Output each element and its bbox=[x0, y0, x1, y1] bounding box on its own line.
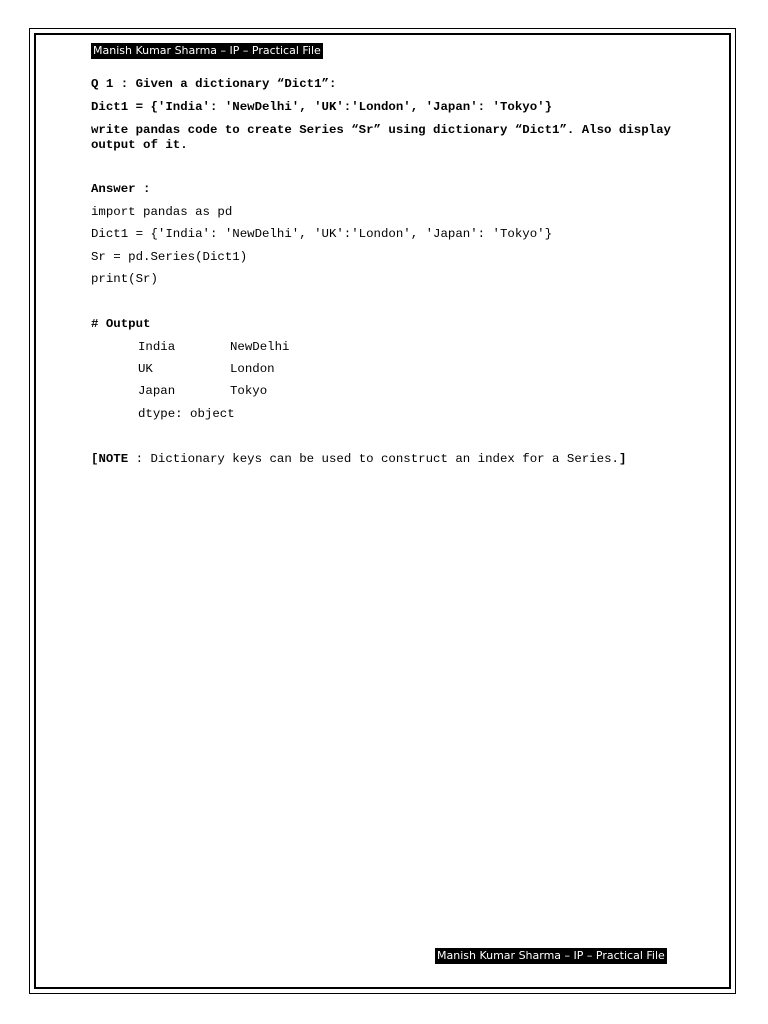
output-dtype: dtype: object bbox=[138, 407, 235, 421]
output-value: NewDelhi bbox=[230, 340, 290, 354]
code-line: print(Sr) bbox=[91, 272, 158, 286]
page-border-inner bbox=[34, 33, 731, 989]
output-value: Tokyo bbox=[230, 384, 268, 398]
note-close-bracket: ] bbox=[618, 452, 627, 466]
header-running-title: Manish Kumar Sharma – IP – Practical File bbox=[93, 44, 321, 57]
note bbox=[91, 452, 681, 467]
footer-running-title: Manish Kumar Sharma – IP – Practical File bbox=[437, 949, 665, 962]
note-open-bracket: [ bbox=[91, 452, 99, 466]
note-text: : Dictionary keys can be used to construct an index for a Series. bbox=[128, 452, 619, 466]
code-line: Dict1 = {'India': 'NewDelhi', 'UK':'London', 'Japan': 'Tokyo'} bbox=[91, 227, 553, 241]
output-label: # Output bbox=[91, 317, 151, 331]
output-key: India bbox=[138, 340, 176, 354]
output-key: Japan bbox=[138, 384, 176, 398]
output-key: UK bbox=[138, 362, 153, 376]
answer-label: Answer : bbox=[91, 182, 151, 196]
question-dict-line: Dict1 = {'India': 'NewDelhi', 'UK':'London', 'Japan': 'Tokyo'} bbox=[91, 100, 553, 114]
code-line: Sr = pd.Series(Dict1) bbox=[91, 250, 248, 264]
question-instruction: write pandas code to create Series “Sr” using dictionary “Dict1”. Also display output of it. bbox=[91, 123, 671, 152]
code-line: import pandas as pd bbox=[91, 205, 233, 219]
note-keyword: NOTE bbox=[98, 452, 129, 466]
output-value: London bbox=[230, 362, 275, 376]
question-title: Q 1 : Given a dictionary “Dict1”: bbox=[91, 77, 337, 91]
